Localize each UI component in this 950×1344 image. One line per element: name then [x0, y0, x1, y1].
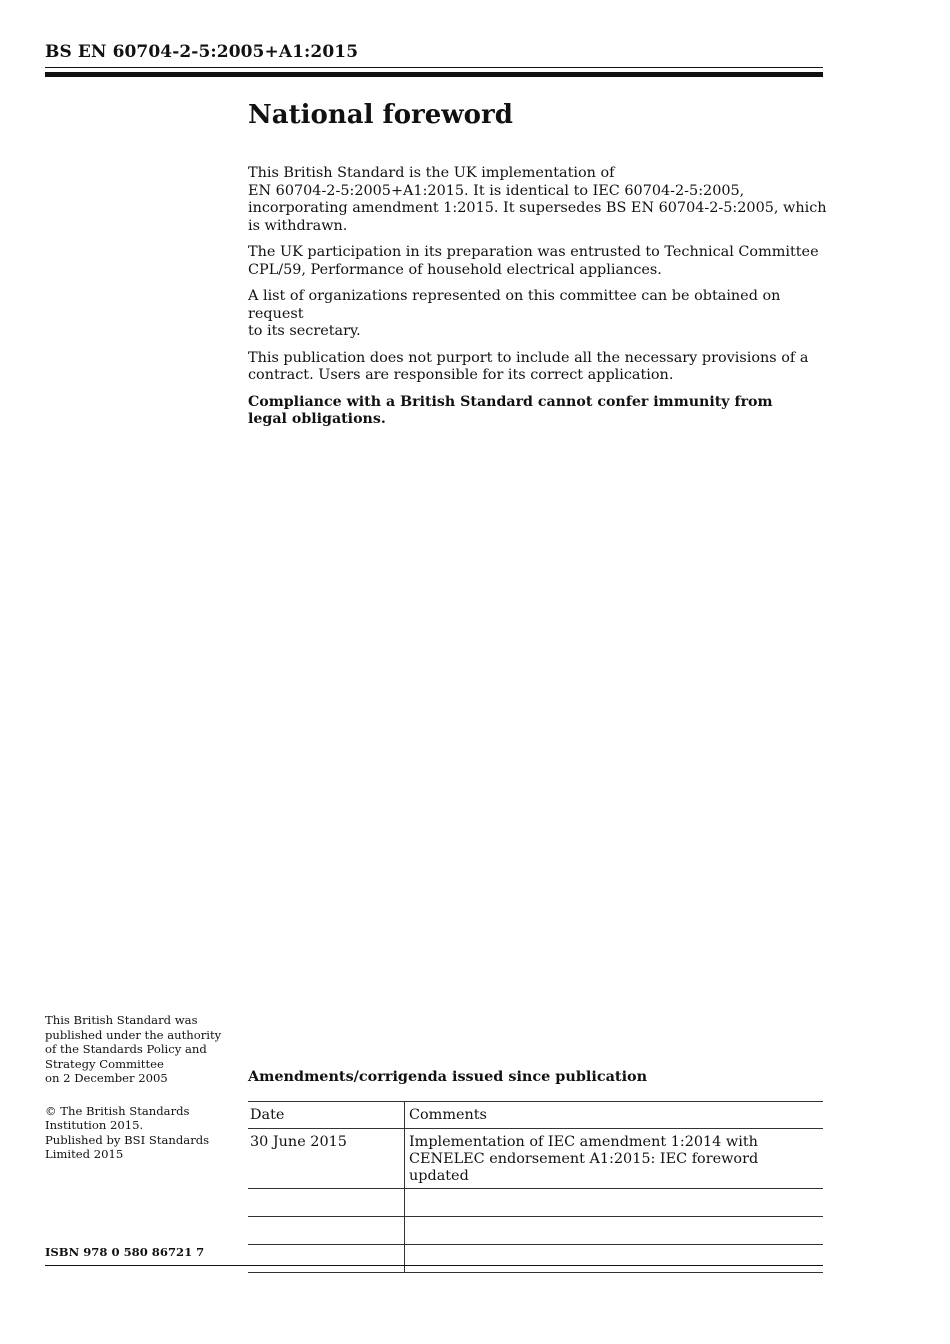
document-id: BS EN 60704-2-5:2005+A1:2015 — [45, 42, 359, 62]
empty-cell — [405, 1245, 824, 1273]
implementation-line-4: is withdrawn. — [248, 217, 348, 234]
foreword-paragraph — [248, 244, 828, 279]
amendments-table — [248, 1101, 823, 1273]
column-header-comments: Comments — [405, 1102, 824, 1129]
comment-line: CENELEC endorsement A1:2015: IEC foreword updated — [409, 1151, 759, 1184]
table-row-empty — [248, 1189, 823, 1217]
table-row-empty — [248, 1245, 823, 1273]
amendment-comment — [405, 1129, 824, 1189]
empty-cell — [248, 1189, 405, 1217]
publication-sidebar — [45, 1013, 230, 1162]
foreword-paragraph — [248, 288, 828, 341]
header-rule-thin — [45, 67, 823, 68]
empty-cell — [248, 1245, 405, 1273]
published-line: Strategy Committee — [45, 1056, 164, 1071]
footer-rule — [45, 1265, 823, 1266]
column-header-date: Date — [248, 1102, 405, 1129]
empty-cell — [405, 1217, 824, 1245]
compliance-statement — [248, 394, 828, 429]
implementation-line-3: incorporating amendment 1:2015. It supersedes BS EN 60704-2-5:2005, which — [248, 200, 827, 216]
foreword-body — [248, 165, 828, 438]
isbn: ISBN 978 0 580 86721 7 — [45, 1245, 205, 1259]
foreword-paragraph — [248, 165, 828, 235]
header-rule-thick — [45, 72, 823, 77]
table-header-row — [248, 1102, 823, 1129]
organizations-line-2: to its secretary. — [248, 323, 361, 339]
committee-line-2: CPL/59, Performance of household electrical appliances. — [248, 261, 662, 278]
published-line: published under the authority — [45, 1027, 222, 1042]
compliance-line-1: Compliance with a British Standard cannot confer immunity from — [248, 393, 773, 410]
compliance-line-2: legal obligations. — [248, 411, 386, 427]
provisions-line-2: contract. Users are responsible for its correct application. — [248, 367, 674, 383]
organizations-line-1: A list of organizations represented on this committee can be obtained on request — [248, 288, 781, 322]
published-line: of the Standards Policy and — [45, 1042, 207, 1056]
copyright-note — [45, 1104, 230, 1162]
copyright-line: Limited 2015 — [45, 1147, 124, 1161]
foreword-paragraph — [248, 350, 828, 385]
comment-line: Implementation of IEC amendment 1:2014 with — [409, 1134, 758, 1150]
implementation-line-1: This British Standard is the UK implementation of — [248, 165, 615, 181]
copyright-line: © The British Standards — [45, 1103, 190, 1118]
copyright-line: Institution 2015. — [45, 1118, 144, 1132]
table-row — [248, 1129, 823, 1189]
amendment-date: 30 June 2015 — [248, 1129, 405, 1189]
table-row-empty — [248, 1217, 823, 1245]
implementation-line-2: EN 60704-2-5:2005+A1:2015. It is identical to IEC 60704-2-5:2005, — [248, 182, 745, 199]
published-line: on 2 December 2005 — [45, 1071, 168, 1085]
published-authority-note — [45, 1013, 230, 1086]
empty-cell — [248, 1217, 405, 1245]
copyright-line: Published by BSI Standards — [45, 1132, 210, 1147]
provisions-line-1: This publication does not purport to include all the necessary provisions of a — [248, 349, 809, 366]
empty-cell — [405, 1189, 824, 1217]
committee-line-1: The UK participation in its preparation was entrusted to Technical Committee — [248, 244, 819, 260]
page-title: National foreword — [248, 100, 513, 130]
amendments-heading: Amendments/corrigenda issued since publication — [248, 1068, 648, 1085]
published-line: This British Standard was — [45, 1013, 198, 1027]
